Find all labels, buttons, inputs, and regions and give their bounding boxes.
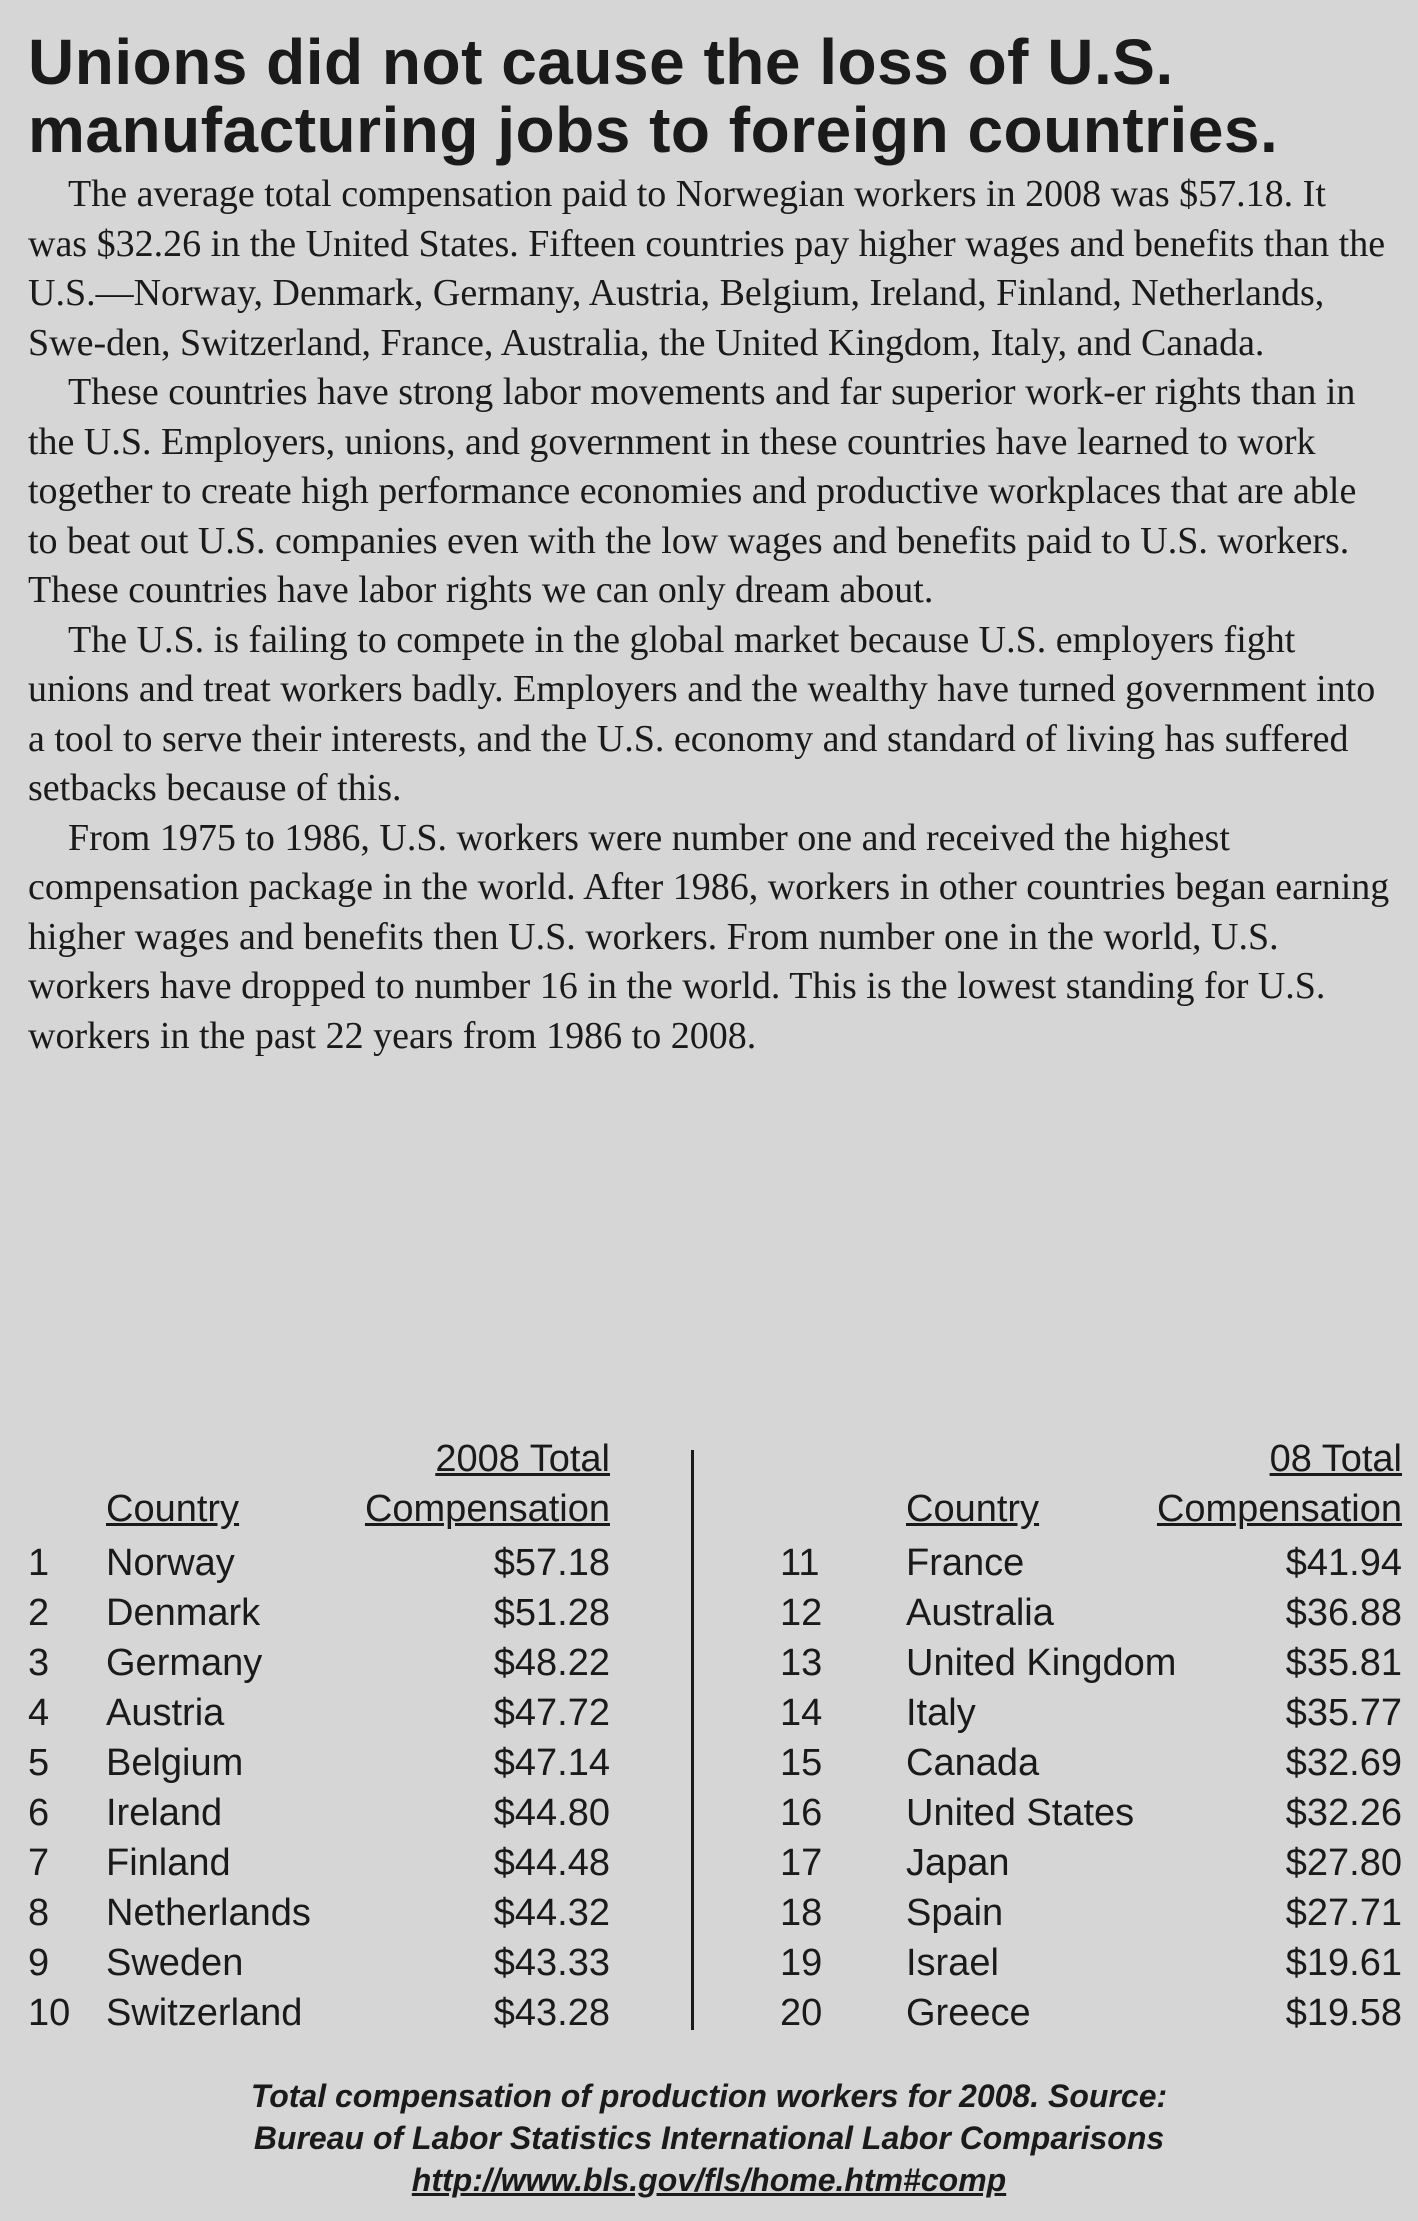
country-cell: Canada bbox=[906, 1742, 1040, 1784]
table-row bbox=[780, 1788, 1402, 1838]
compensation-table-right bbox=[780, 1438, 1402, 2038]
header-compensation: Compensation bbox=[1156, 1488, 1402, 1530]
compensation-cell: $43.28 bbox=[493, 1992, 610, 2034]
rank-cell: 13 bbox=[780, 1642, 823, 1684]
rank-cell: 3 bbox=[28, 1642, 50, 1684]
table-row bbox=[780, 1738, 1402, 1788]
rank-cell: 19 bbox=[780, 1942, 823, 1984]
rank-cell: 9 bbox=[28, 1942, 50, 1984]
table-row bbox=[780, 1538, 1402, 1588]
source-note bbox=[0, 2075, 1418, 2201]
table-row bbox=[28, 1888, 610, 1938]
country-cell: Norway bbox=[106, 1542, 235, 1584]
country-cell: United Kingdom bbox=[906, 1642, 1177, 1684]
paragraph: The U.S. is failing to compete in the global market because U.S. employers fight unions and treat workers badly. Employers and the wealthy have turned government into a tool to serve their interests, and the U.S. economy and standard of living has suffered setbacks because of this. bbox=[28, 618, 1376, 809]
country-cell: Denmark bbox=[106, 1592, 261, 1634]
source-url-link[interactable]: http://www.bls.gov/fls/home.htm#comp bbox=[411, 2162, 1007, 2198]
table-row bbox=[28, 1988, 610, 2038]
compensation-cell: $36.88 bbox=[1285, 1592, 1402, 1634]
country-cell: Ireland bbox=[106, 1792, 223, 1834]
table-row bbox=[780, 1988, 1402, 2038]
rank-cell: 15 bbox=[780, 1742, 823, 1784]
table-row bbox=[28, 1588, 610, 1638]
compensation-cell: $57.18 bbox=[493, 1542, 610, 1584]
country-cell: Germany bbox=[106, 1642, 263, 1684]
rank-cell: 10 bbox=[28, 1992, 71, 2034]
table-row bbox=[28, 1688, 610, 1738]
compensation-cell: $41.94 bbox=[1285, 1542, 1402, 1584]
table-row bbox=[780, 1838, 1402, 1888]
rank-cell: 5 bbox=[28, 1742, 50, 1784]
compensation-cell: $35.77 bbox=[1285, 1692, 1402, 1734]
table-row bbox=[780, 1688, 1402, 1738]
country-cell: Belgium bbox=[106, 1742, 244, 1784]
rank-cell: 20 bbox=[780, 1992, 823, 2034]
country-cell: Sweden bbox=[106, 1942, 244, 1984]
table-row bbox=[780, 1588, 1402, 1638]
compensation-cell: $44.48 bbox=[493, 1842, 610, 1884]
table-row bbox=[28, 1538, 610, 1588]
header-country: Country bbox=[906, 1488, 1040, 1530]
paragraph: From 1975 to 1986, U.S. workers were number one and received the highest compensation package in the world. After 1986, workers in other countries began earning higher wages and benefits then U.S. workers. From number one in the world, U.S. workers have dropped to number 16 in the world. This is the lowest standing for U.S. workers in the past 22 years from 1986 to 2008. bbox=[28, 816, 1390, 1057]
table-row bbox=[780, 1638, 1402, 1688]
compensation-cell: $43.33 bbox=[493, 1942, 610, 1984]
compensation-cell: $32.69 bbox=[1285, 1742, 1402, 1784]
rank-cell: 18 bbox=[780, 1892, 823, 1934]
table-divider bbox=[691, 1450, 694, 2030]
table-row bbox=[780, 1888, 1402, 1938]
header-total: 08 Total bbox=[1269, 1438, 1402, 1480]
country-cell: United States bbox=[906, 1792, 1135, 1834]
article-body bbox=[28, 170, 1390, 1061]
headline: Unions did not cause the loss of U.S. manufacturing jobs to foreign countries. bbox=[28, 26, 1279, 166]
paragraph: The average total compensation paid to Norwegian workers in 2008 was $57.18. It was $32.26 in the United States. Fifteen countries pay higher wages and benefits than the U.S.—Norway, Denmark, Germany, Austria, Belgium, Ireland, Finland, Netherlands, Swe-den, Switzerland, France, Australia, the United Kingdom, Italy, and Canada. bbox=[28, 173, 1386, 364]
rank-cell: 2 bbox=[28, 1592, 50, 1634]
table-row bbox=[780, 1938, 1402, 1988]
rank-cell: 8 bbox=[28, 1892, 50, 1934]
source-line-2: Bureau of Labor Statistics International Labor Comparisons bbox=[253, 2120, 1165, 2156]
table-row bbox=[28, 1838, 610, 1888]
header-compensation: Compensation bbox=[364, 1488, 610, 1530]
country-cell: Italy bbox=[906, 1692, 976, 1734]
rank-cell: 7 bbox=[28, 1842, 50, 1884]
rank-cell: 1 bbox=[28, 1542, 50, 1584]
table-header bbox=[28, 1438, 610, 1538]
country-cell: France bbox=[906, 1542, 1025, 1584]
compensation-cell: $19.61 bbox=[1285, 1942, 1402, 1984]
table-row bbox=[28, 1938, 610, 1988]
country-cell: Finland bbox=[106, 1842, 231, 1884]
country-cell: Switzerland bbox=[106, 1992, 303, 2034]
country-cell: Spain bbox=[906, 1892, 1004, 1934]
compensation-cell: $32.26 bbox=[1285, 1792, 1402, 1834]
rank-cell: 11 bbox=[780, 1542, 820, 1584]
rank-cell: 16 bbox=[780, 1792, 823, 1834]
rank-cell: 12 bbox=[780, 1592, 823, 1634]
rank-cell: 17 bbox=[780, 1842, 823, 1884]
header-country: Country bbox=[106, 1488, 240, 1530]
compensation-tables bbox=[28, 1438, 1402, 2038]
country-cell: Japan bbox=[906, 1842, 1010, 1884]
table-row bbox=[28, 1638, 610, 1688]
country-cell: Austria bbox=[106, 1692, 225, 1734]
table-row bbox=[28, 1738, 610, 1788]
country-cell: Greece bbox=[906, 1992, 1031, 2034]
compensation-cell: $27.71 bbox=[1285, 1892, 1402, 1934]
paragraph: These countries have strong labor movements and far superior work-er rights than in the U.S. Employers, unions, and government in these countries have learned to work together to create high performance economies and productive workplaces that are able to beat out U.S. companies even with the low wages and benefits paid to U.S. workers. These countries have labor rights we can only dream about. bbox=[28, 371, 1357, 611]
compensation-cell: $48.22 bbox=[493, 1642, 610, 1684]
compensation-cell: $44.32 bbox=[493, 1892, 610, 1934]
compensation-cell: $44.80 bbox=[493, 1792, 610, 1834]
compensation-cell: $51.28 bbox=[493, 1592, 610, 1634]
compensation-table-left bbox=[28, 1438, 610, 2038]
rank-cell: 6 bbox=[28, 1792, 50, 1834]
rank-cell: 14 bbox=[780, 1692, 823, 1734]
compensation-cell: $47.14 bbox=[493, 1742, 610, 1784]
compensation-cell: $27.80 bbox=[1285, 1842, 1402, 1884]
compensation-cell: $19.58 bbox=[1285, 1992, 1402, 2034]
compensation-cell: $35.81 bbox=[1285, 1642, 1402, 1684]
rank-cell: 4 bbox=[28, 1692, 50, 1734]
country-cell: Israel bbox=[906, 1942, 999, 1984]
table-row bbox=[28, 1788, 610, 1838]
header-total: 2008 Total bbox=[435, 1438, 610, 1480]
country-cell: Netherlands bbox=[106, 1892, 311, 1934]
table-header bbox=[780, 1438, 1402, 1538]
source-line-1: Total compensation of production workers for 2008. Source: bbox=[250, 2078, 1168, 2114]
country-cell: Australia bbox=[906, 1592, 1054, 1634]
compensation-cell: $47.72 bbox=[493, 1692, 610, 1734]
